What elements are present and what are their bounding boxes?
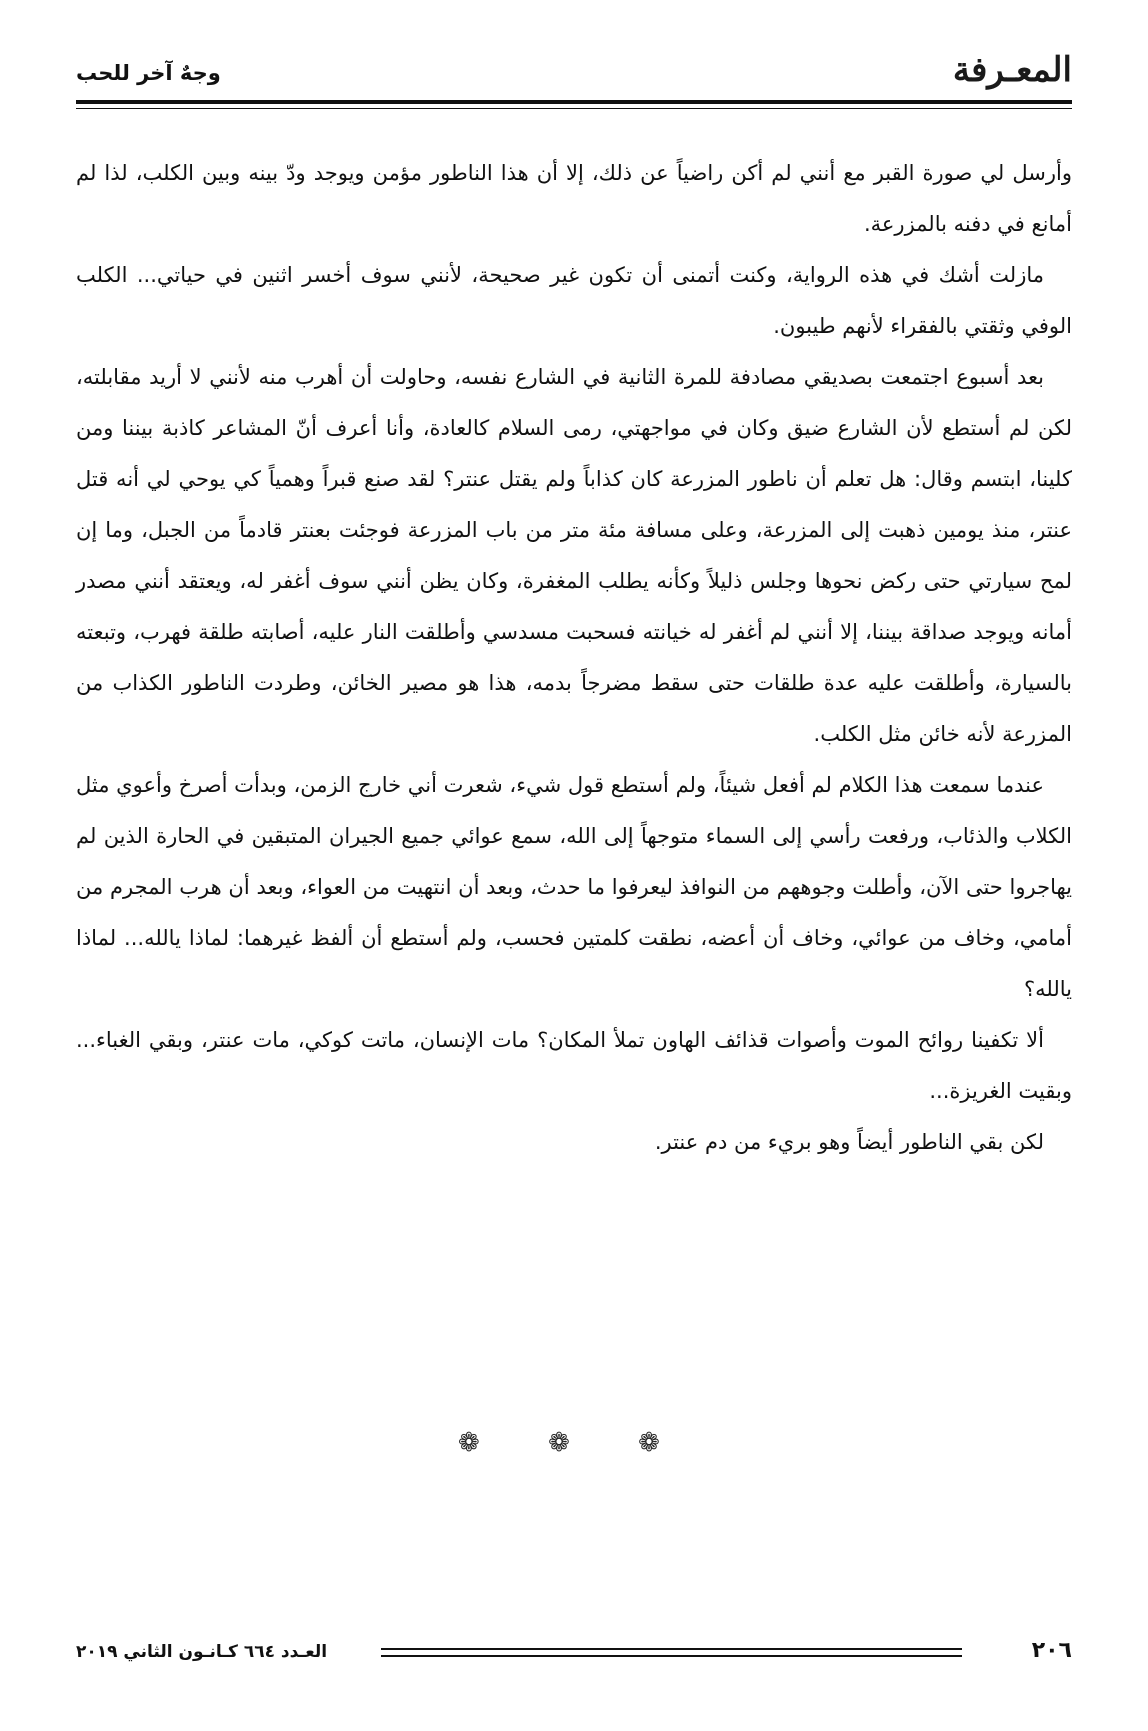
article-body [76, 148, 1072, 1168]
paragraph-2: مازلت أشك في هذه الرواية، وكنت أتمنى أن تكون غير صحيحة، لأنني سوف أخسر اثنين في حياتي... الكلب الوفي وثقتي بالفقراء لأنهم طيبون. [76, 263, 1072, 338]
page-number: ٢٠٦ [1031, 1638, 1072, 1663]
issue-info: العـدد ٦٦٤ كـانـون الثاني ٢٠١٩ [76, 1642, 328, 1662]
paragraph-3: بعد أسبوع اجتمعت بصديقي مصادفة للمرة الثانية في الشارع نفسه، وحاولت أن أهرب منه لأنني لا أريد مقابلته، لكن لم أستطع لأن الشارع ضيق وكان في مواجهتي، رمى السلام كالعادة، وأنا أعرف أنّ المشاعر كاذبة بيننا ومن كلينا، ابتسم وقال: هل تعلم أن ناطور المزرعة كان كذاباً ولم يقتل عنتر؟ لقد صنع قبراً وهمياً كي يوحي لي أنه قتل عنتر، منذ يومين ذهبت إلى المزرعة، وعلى مسافة مئة متر من باب المزرعة فوجئت بعنتر قادماً من الجبل، وما إن لمح سيارتي حتى ركض نحوها وجلس ذليلاً وكأنه يطلب المغفرة، وكان يظن أنني سوف أغفر له، ويعتقد أنني مصدر أمانه ويوجد صداقة بيننا، إلا أنني لم أغفر له خيانته فسحبت مسدسي وأطلقت النار عليه، أصابته طلقة فهرب، وتبعته بالسيارة، وأطلقت عليه عدة طلقات حتى سقط مضرجاً بدمه، هذا هو مصير الخائن، وطردت الناطور الكذاب من المزرعة لأنه خائن مثل الكلب. [76, 365, 1072, 746]
running-title: وجهٌ آخر للحب [76, 61, 221, 85]
page-header [76, 50, 1072, 98]
section-ornament: ❁ ❁ ❁ [458, 1428, 690, 1458]
page-footer [76, 1636, 1072, 1670]
footer-divider [381, 1648, 962, 1657]
paragraph-4: عندما سمعت هذا الكلام لم أفعل شيئاً، ولم أستطع قول شيء، شعرت أني خارج الزمن، وبدأت أصرخ وأعوي مثل الكلاب والذئاب، ورفعت رأسي إلى السماء متوجهاً إلى الله، سمع عوائي جميع الجيران المتبقين في الحارة الذين لم يهاجروا حتى الآن، وأطلت وجوههم من النوافذ ليعرفوا ما حدث، وبعد أن انتهيت من العواء، وبعد أن هرب المجرم من أمامي، وخاف من عوائي، وخاف أن أعضه، نطقت كلمتين فحسب، ولم أستطع أن ألفظ غيرهما: لماذا يالله... لماذا يالله؟ [76, 773, 1072, 1001]
header-divider-thin [76, 108, 1072, 109]
paragraph-1: وأرسل لي صورة القبر مع أنني لم أكن راضياً عن ذلك، إلا أن هذا الناطور مؤمن ويوجد ودّ بينه وبين الكلب، لذا لم أمانع في دفنه بالمزرعة. [76, 161, 1072, 236]
paragraph-6: لكن بقي الناطور أيضاً وهو بريء من دم عنتر. [654, 1130, 1044, 1154]
magazine-logo: المعـرفة [952, 50, 1072, 90]
header-divider-thick [76, 100, 1072, 104]
paragraph-5: ألا تكفينا روائح الموت وأصوات قذائف الهاون تملأ المكان؟ مات الإنسان، ماتت كوكي، مات عنتر، وبقي الغباء... وبقيت الغريزة... [76, 1028, 1072, 1103]
